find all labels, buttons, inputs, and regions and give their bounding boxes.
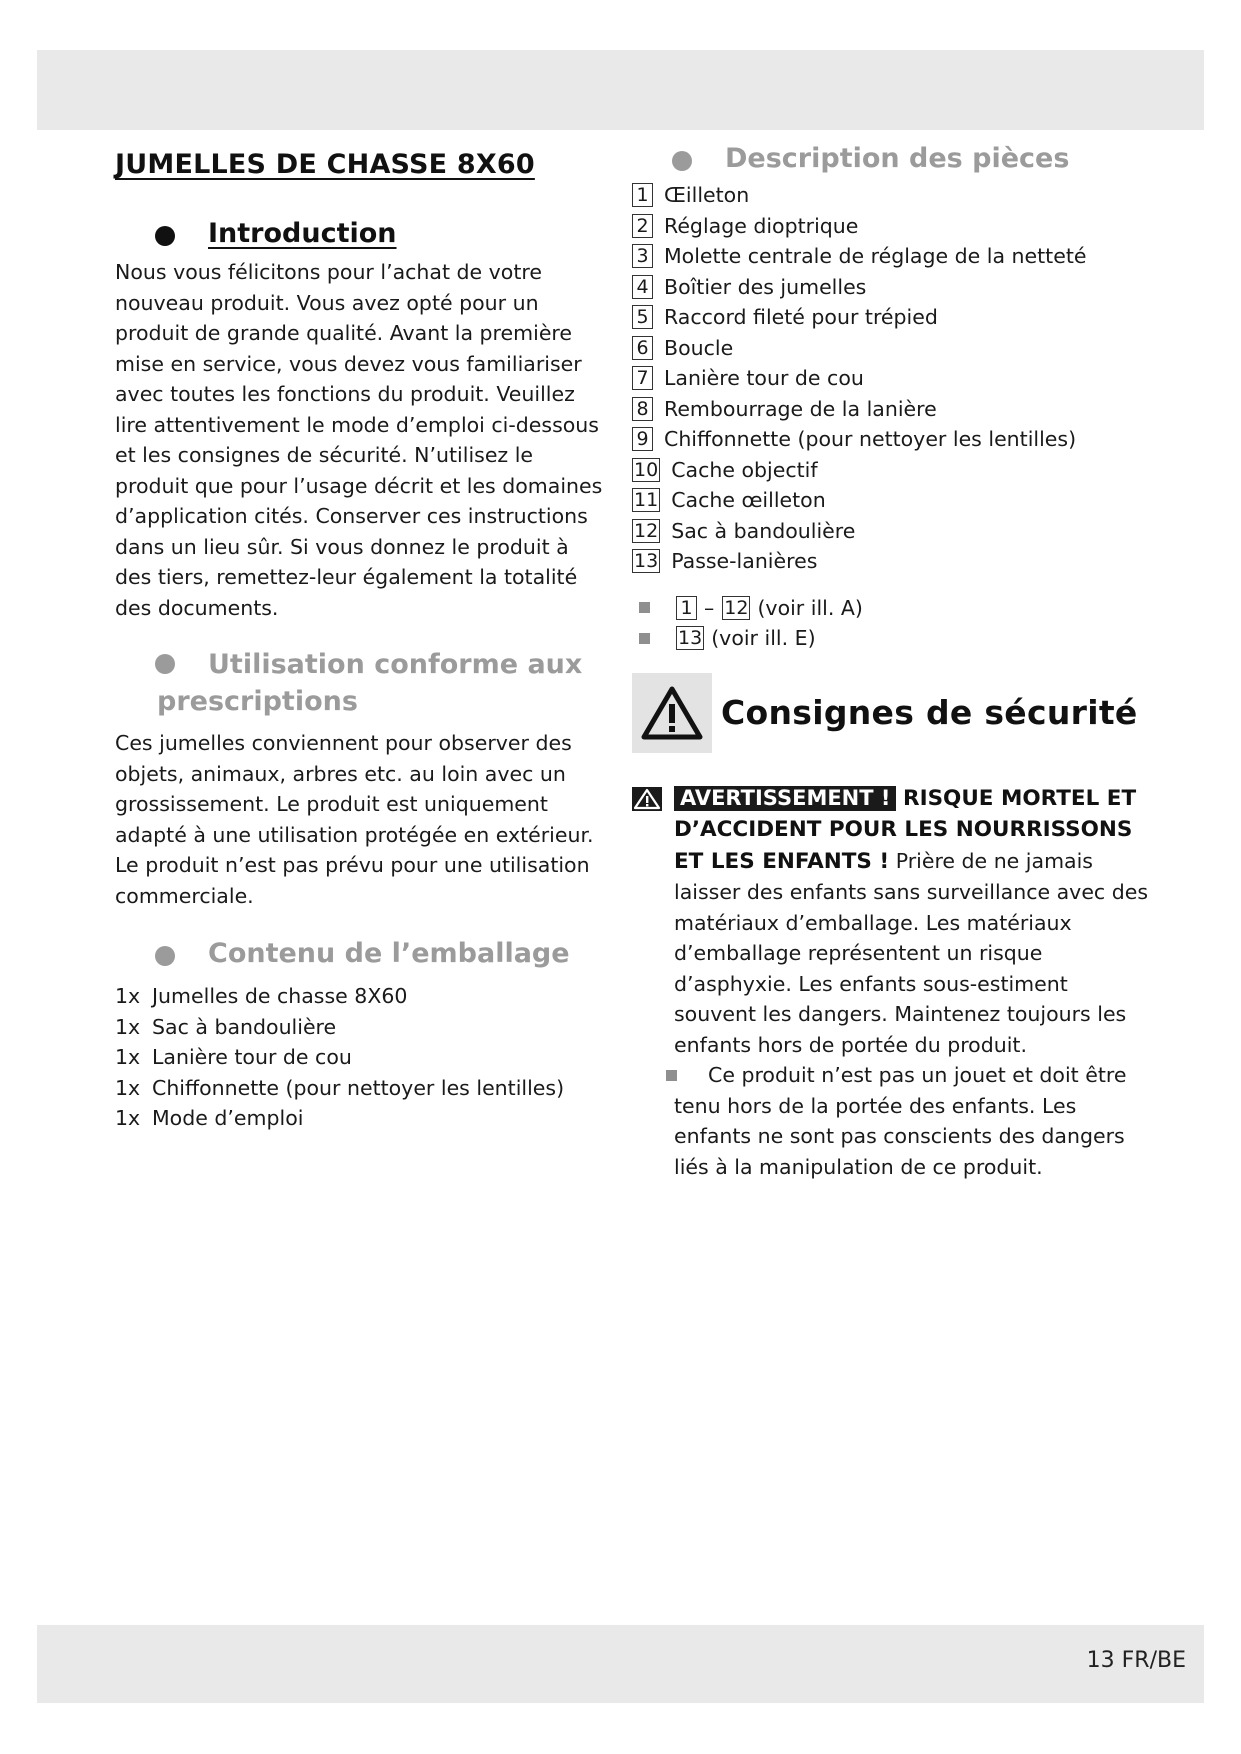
list-item: 1x Mode d’emploi — [115, 1106, 304, 1130]
package-heading — [115, 938, 610, 969]
list-item: 3 Molette centrale de réglage de la netteté — [632, 241, 1152, 272]
list-item: 12 Sac à bandoulière — [634, 518, 856, 543]
document-title: JUMELLES DE CHASSE 8X60 — [115, 149, 535, 180]
bullet-icon — [672, 151, 692, 171]
list-item: 13 (voir ill. E) — [632, 623, 1152, 654]
list-item: 1 – 12 (voir ill. A) — [632, 593, 1152, 624]
square-bullet-icon — [639, 602, 650, 613]
list-item: 10 Cache objectif — [634, 457, 818, 482]
list-item: 13 Passe-lanières — [634, 549, 818, 573]
illustration-refs — [632, 593, 1152, 654]
list-item: 8 Rembourrage de la lanière — [632, 394, 1152, 425]
list-item: 1x Sac à bandoulière — [115, 1014, 337, 1039]
list-item: 7 Lanière tour de cou — [632, 363, 1152, 394]
safety-title: Consignes de sécurité — [721, 693, 1138, 732]
right-column — [632, 140, 1152, 1182]
header-band — [37, 50, 1204, 130]
intro-heading — [115, 218, 610, 249]
list-item: 4 Boîtier des jumelles — [632, 272, 1152, 303]
bullet-icon — [155, 654, 175, 674]
intro-heading-text: Introduction — [208, 218, 397, 249]
warning-text: Prière de ne jamais laisser des enfants sans surveillance avec des matériaux d’emballage. Les matériaux d’emballage représentent un risque d’asphyxie. Les enfants sous-estiment souvent les dangers. Maintenez toujours les enfants hors de portée du produit. — [674, 848, 1149, 1057]
package-list — [115, 981, 610, 1134]
list-item: 1x Lanière tour de cou — [115, 1045, 352, 1069]
square-bullet-icon — [639, 633, 650, 644]
footer-band — [37, 1625, 1204, 1703]
usage-heading-line1: Utilisation conforme aux — [208, 649, 583, 680]
intro-paragraph: Nous vous félicitons pour l’achat de votre nouveau produit. Vous avez opté pour un produit de grande qualité. Avant la première mise en service, vous devez vous familiariser avec toutes les fonctions du produit. Veuillez lire attentivement le mode d’emploi ci-dessous et les consignes de sécurité. N’utilisez le produit que pour l’usage décrit et les domaines d’application cités. Conserver ces instructions dans un lieu sûr. Si vous donnez le produit à des tiers, remettez-leur également la totalité des documents. — [115, 260, 603, 620]
parts-list — [632, 180, 1152, 577]
square-bullet-icon — [666, 1070, 677, 1081]
warning-bold-text: RISQUE MORTEL ET D’ACCIDENT POUR LES NOURRISSONS ET LES ENFANTS ! — [674, 785, 1137, 874]
parts-heading — [632, 143, 1152, 174]
safety-bullet: Ce produit n’est pas un jouet et doit être tenu hors de la portée des enfants. Les enfants ne sont pas conscients des dangers liés à la manipulation de ce produit. — [674, 1060, 1152, 1182]
warning-triangle-icon — [632, 673, 712, 753]
bullet-icon — [155, 226, 175, 246]
package-heading-text: Contenu de l’emballage — [208, 938, 570, 969]
safety-heading — [632, 673, 1152, 753]
list-item: 11 Cache œilleton — [634, 488, 826, 512]
list-item: 2 Réglage dioptrique — [632, 211, 1152, 242]
parts-heading-text: Description des pièces — [725, 143, 1070, 174]
list-item: 1 Œilleton — [632, 180, 1152, 211]
list-item: 6 Boucle — [632, 333, 1152, 364]
warning-label: AVERTISSEMENT ! — [674, 786, 896, 811]
page-number: 13 FR/BE — [1086, 1648, 1186, 1673]
list-item: 9 Chiffonnette (pour nettoyer les lentilles) — [632, 424, 1152, 455]
list-item: 1x Chiffonnette (pour nettoyer les lentilles) — [115, 1075, 565, 1100]
usage-paragraph: Ces jumelles conviennent pour observer des objets, animaux, arbres etc. au loin avec un grossissement. Le produit est uniquement adapté à une utilisation protégée en extérieur. Le produit n’est pas prévu pour une utilisation commerciale. — [115, 731, 594, 908]
usage-heading-line2: prescriptions — [157, 686, 358, 717]
warning-small-icon — [632, 787, 662, 811]
left-column — [115, 140, 610, 1134]
list-item: 1x Jumelles de chasse 8X60 — [115, 984, 408, 1008]
list-item: 5 Raccord fileté pour trépied — [632, 302, 1152, 333]
usage-heading — [115, 646, 610, 720]
warning-block — [632, 783, 1152, 1183]
bullet-icon — [155, 946, 175, 966]
